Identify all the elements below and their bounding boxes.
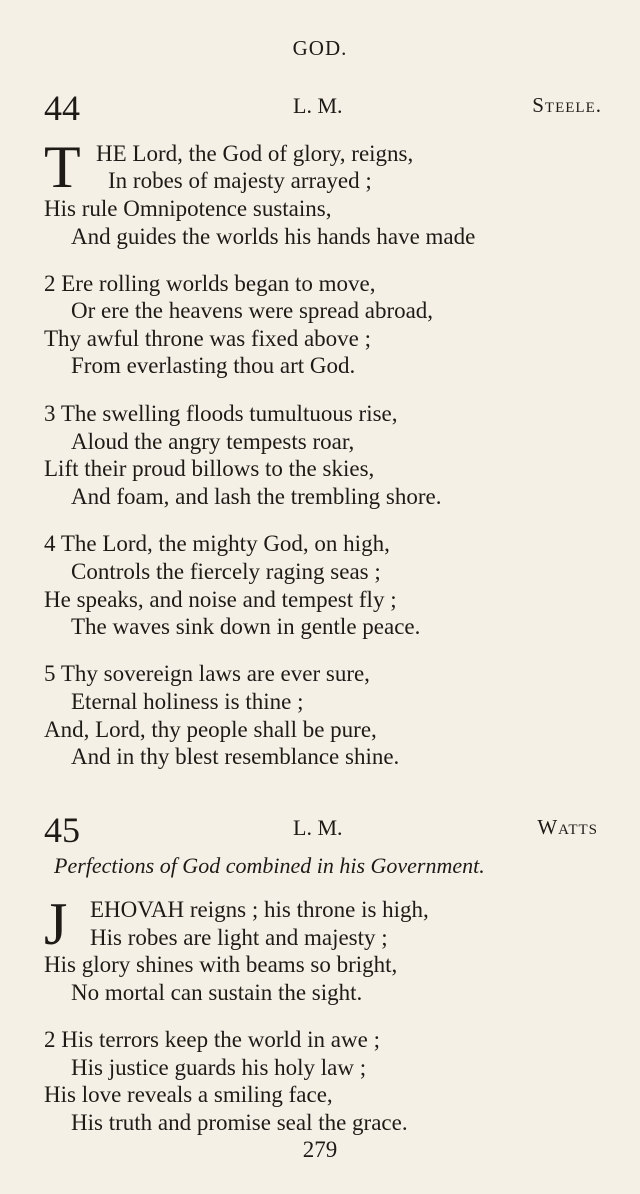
drop-cap: T: [44, 134, 81, 200]
hymn-author: Watts: [537, 815, 598, 839]
verse-line: No mortal can sustain the sight.: [71, 980, 363, 1005]
verse-line: His glory shines with beams so bright,: [44, 952, 398, 977]
hymn-meter: L. M.: [293, 815, 343, 840]
hymn-number: 44: [44, 88, 80, 128]
verse-line: And guides the worlds his hands have made: [71, 224, 476, 249]
verse-line: His robes are light and majesty ;: [90, 925, 388, 950]
verse-line: From everlasting thou art God.: [71, 353, 356, 378]
verse-line: His truth and promise seal the grace.: [71, 1110, 408, 1135]
verse-line: And, Lord, thy people shall be pure,: [44, 717, 377, 742]
verse-line: His rule Omnipotence sustains,: [44, 196, 332, 221]
verse-line: The waves sink down in gentle peace.: [71, 614, 421, 639]
verse-line: He speaks, and noise and tempest fly ;: [44, 587, 397, 612]
verse-line: 2 His terrors keep the world in awe ;: [44, 1027, 380, 1052]
hymn-subtitle: Perfections of God combined in his Government.: [54, 853, 485, 878]
verse-line: Aloud the angry tempests roar,: [71, 429, 355, 454]
running-head: GOD.: [292, 36, 348, 60]
verse-line: And foam, and lash the trembling shore.: [71, 484, 442, 509]
verse-line: Thy awful throne was fixed above ;: [44, 326, 372, 351]
verse-line: His justice guards his holy law ;: [71, 1055, 367, 1080]
verse-line: EHOVAH reigns ; his throne is high,: [90, 897, 429, 922]
drop-cap: J: [44, 891, 68, 957]
hymn-author: Steele.: [532, 93, 602, 117]
verse-line: 3 The swelling floods tumultuous rise,: [44, 401, 398, 426]
verse-line: 4 The Lord, the mighty God, on high,: [44, 531, 390, 556]
verse-line: And in thy blest resemblance shine.: [71, 744, 400, 769]
verse-line: HE Lord, the God of glory, reigns,: [96, 141, 414, 166]
verse-line: In robes of majesty arrayed ;: [108, 168, 372, 193]
verse-line: His love reveals a smiling face,: [44, 1082, 333, 1107]
hymn-number: 45: [44, 810, 80, 850]
verse-line: Eternal holiness is thine ;: [71, 689, 304, 714]
verse-line: 5 Thy sovereign laws are ever sure,: [44, 661, 370, 686]
verse-line: Lift their proud billows to the skies,: [44, 456, 375, 481]
page-number: 279: [302, 1137, 338, 1162]
verse-line: 2 Ere rolling worlds began to move,: [44, 271, 376, 296]
hymn-meter: L. M.: [293, 93, 343, 118]
verse-line: Or ere the heavens were spread abroad,: [71, 298, 434, 323]
verse-line: Controls the fiercely raging seas ;: [71, 559, 381, 584]
